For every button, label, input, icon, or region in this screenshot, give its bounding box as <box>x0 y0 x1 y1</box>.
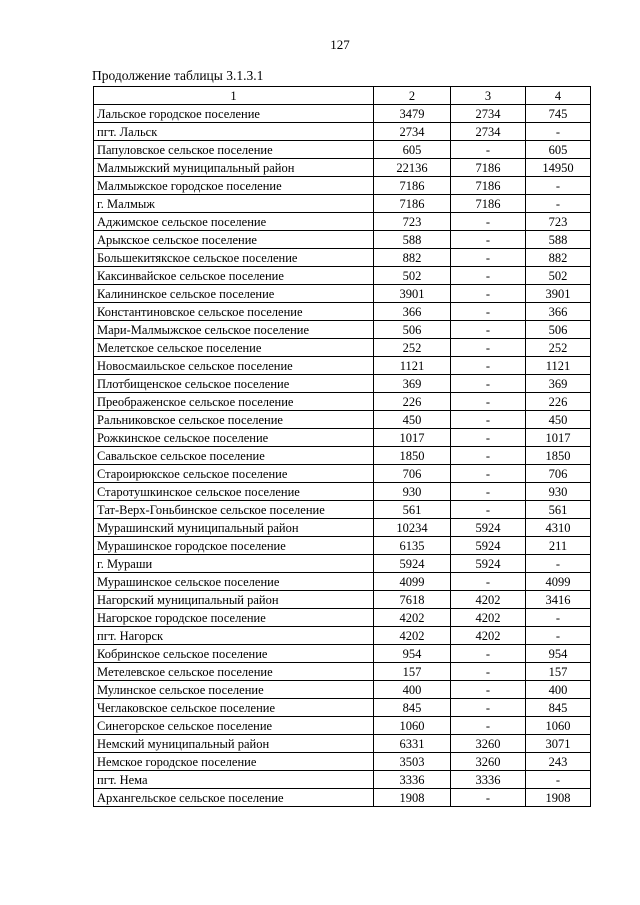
header-cell-2: 2 <box>374 87 451 105</box>
column-4-cell: 3071 <box>526 735 591 753</box>
column-4-cell: 723 <box>526 213 591 231</box>
column-4-cell: 1850 <box>526 447 591 465</box>
table-row <box>94 393 591 411</box>
column-3-cell: - <box>451 213 526 231</box>
header-cell-3: 3 <box>451 87 526 105</box>
column-4-cell: 588 <box>526 231 591 249</box>
table-row <box>94 267 591 285</box>
settlement-name-cell: Тат-Верх-Гоньбинское сельское поселение <box>94 501 374 519</box>
table-row <box>94 573 591 591</box>
table-row <box>94 105 591 123</box>
table-row <box>94 645 591 663</box>
column-3-cell: - <box>451 789 526 807</box>
column-3-cell: - <box>451 699 526 717</box>
column-3-cell: - <box>451 393 526 411</box>
population-table <box>93 86 591 807</box>
column-3-cell: - <box>451 429 526 447</box>
total-cell: 1850 <box>374 447 451 465</box>
total-cell: 605 <box>374 141 451 159</box>
settlement-name-cell: Чеглаковское сельское поселение <box>94 699 374 717</box>
table-row <box>94 411 591 429</box>
table-row <box>94 699 591 717</box>
column-3-cell: - <box>451 141 526 159</box>
settlement-name-cell: г. Мураши <box>94 555 374 573</box>
settlement-name-cell: Синегорское сельское поселение <box>94 717 374 735</box>
column-4-cell: 4099 <box>526 573 591 591</box>
column-3-cell: 5924 <box>451 537 526 555</box>
settlement-name-cell: Савальское сельское поселение <box>94 447 374 465</box>
column-4-cell: - <box>526 609 591 627</box>
total-cell: 5924 <box>374 555 451 573</box>
settlement-name-cell: пгт. Лальск <box>94 123 374 141</box>
column-3-cell: 5924 <box>451 555 526 573</box>
settlement-name-cell: Калининское сельское поселение <box>94 285 374 303</box>
total-cell: 3503 <box>374 753 451 771</box>
column-3-cell: - <box>451 645 526 663</box>
settlement-name-cell: Мулинское сельское поселение <box>94 681 374 699</box>
column-3-cell: - <box>451 681 526 699</box>
column-4-cell: 3416 <box>526 591 591 609</box>
column-4-cell: 745 <box>526 105 591 123</box>
table-header-row <box>94 87 591 105</box>
table-row <box>94 771 591 789</box>
column-3-cell: 5924 <box>451 519 526 537</box>
total-cell: 4202 <box>374 627 451 645</box>
settlement-name-cell: Новосмаильское сельское поселение <box>94 357 374 375</box>
table-row <box>94 213 591 231</box>
settlement-name-cell: Мурашинское городское поселение <box>94 537 374 555</box>
table-row <box>94 555 591 573</box>
column-4-cell: 502 <box>526 267 591 285</box>
table-row <box>94 321 591 339</box>
column-4-cell: - <box>526 195 591 213</box>
settlement-name-cell: Мурашинский муниципальный район <box>94 519 374 537</box>
total-cell: 366 <box>374 303 451 321</box>
column-4-cell: - <box>526 177 591 195</box>
settlement-name-cell: Арыкское сельское поселение <box>94 231 374 249</box>
total-cell: 1908 <box>374 789 451 807</box>
settlement-name-cell: Папуловское сельское поселение <box>94 141 374 159</box>
total-cell: 3479 <box>374 105 451 123</box>
column-3-cell: 2734 <box>451 105 526 123</box>
table-row <box>94 753 591 771</box>
column-4-cell: 211 <box>526 537 591 555</box>
column-4-cell: 706 <box>526 465 591 483</box>
column-3-cell: 7186 <box>451 177 526 195</box>
column-4-cell: 605 <box>526 141 591 159</box>
column-3-cell: - <box>451 483 526 501</box>
column-4-cell: 450 <box>526 411 591 429</box>
column-4-cell: 882 <box>526 249 591 267</box>
column-4-cell: - <box>526 771 591 789</box>
column-4-cell: - <box>526 123 591 141</box>
column-3-cell: - <box>451 663 526 681</box>
table-caption: Продолжение таблицы 3.1.3.1 <box>92 68 264 83</box>
page-number: 127 <box>330 37 350 52</box>
settlement-name-cell: Большекитякское сельское поселение <box>94 249 374 267</box>
settlement-name-cell: Преображенское сельское поселение <box>94 393 374 411</box>
table-row <box>94 177 591 195</box>
column-3-cell: - <box>451 465 526 483</box>
column-3-cell: 3260 <box>451 753 526 771</box>
column-4-cell: 561 <box>526 501 591 519</box>
column-3-cell: 4202 <box>451 609 526 627</box>
column-3-cell: - <box>451 447 526 465</box>
column-3-cell: - <box>451 411 526 429</box>
total-cell: 588 <box>374 231 451 249</box>
column-4-cell: - <box>526 555 591 573</box>
total-cell: 1060 <box>374 717 451 735</box>
column-4-cell: 1121 <box>526 357 591 375</box>
total-cell: 502 <box>374 267 451 285</box>
column-3-cell: 2734 <box>451 123 526 141</box>
column-3-cell: - <box>451 285 526 303</box>
settlement-name-cell: Плотбищенское сельское поселение <box>94 375 374 393</box>
column-3-cell: - <box>451 321 526 339</box>
total-cell: 1017 <box>374 429 451 447</box>
total-cell: 561 <box>374 501 451 519</box>
column-3-cell: - <box>451 339 526 357</box>
table-row <box>94 429 591 447</box>
table-row <box>94 231 591 249</box>
settlement-name-cell: Малмыжский муниципальный район <box>94 159 374 177</box>
table-row <box>94 465 591 483</box>
column-3-cell: 7186 <box>451 159 526 177</box>
column-3-cell: 3336 <box>451 771 526 789</box>
column-4-cell: 1908 <box>526 789 591 807</box>
column-3-cell: 3260 <box>451 735 526 753</box>
table-row <box>94 447 591 465</box>
total-cell: 930 <box>374 483 451 501</box>
total-cell: 3336 <box>374 771 451 789</box>
table-row <box>94 591 591 609</box>
column-4-cell: 157 <box>526 663 591 681</box>
total-cell: 954 <box>374 645 451 663</box>
total-cell: 706 <box>374 465 451 483</box>
total-cell: 157 <box>374 663 451 681</box>
total-cell: 7618 <box>374 591 451 609</box>
settlement-name-cell: пгт. Нагорск <box>94 627 374 645</box>
column-4-cell: - <box>526 627 591 645</box>
total-cell: 400 <box>374 681 451 699</box>
settlement-name-cell: Архангельское сельское поселение <box>94 789 374 807</box>
total-cell: 2734 <box>374 123 451 141</box>
column-4-cell: 954 <box>526 645 591 663</box>
settlement-name-cell: Немское городское поселение <box>94 753 374 771</box>
settlement-name-cell: Аджимское сельское поселение <box>94 213 374 231</box>
column-3-cell: - <box>451 717 526 735</box>
total-cell: 723 <box>374 213 451 231</box>
settlement-name-cell: Немский муниципальный район <box>94 735 374 753</box>
column-3-cell: - <box>451 231 526 249</box>
header-cell-4: 4 <box>526 87 591 105</box>
settlement-name-cell: Нагорское городское поселение <box>94 609 374 627</box>
total-cell: 4202 <box>374 609 451 627</box>
column-3-cell: - <box>451 573 526 591</box>
total-cell: 252 <box>374 339 451 357</box>
total-cell: 845 <box>374 699 451 717</box>
total-cell: 3901 <box>374 285 451 303</box>
table-row <box>94 159 591 177</box>
column-4-cell: 14950 <box>526 159 591 177</box>
total-cell: 7186 <box>374 177 451 195</box>
total-cell: 450 <box>374 411 451 429</box>
column-4-cell: 366 <box>526 303 591 321</box>
column-4-cell: 369 <box>526 375 591 393</box>
table-row <box>94 537 591 555</box>
settlement-name-cell: Рожкинское сельское поселение <box>94 429 374 447</box>
column-4-cell: 400 <box>526 681 591 699</box>
settlement-name-cell: пгт. Нема <box>94 771 374 789</box>
column-4-cell: 930 <box>526 483 591 501</box>
settlement-name-cell: Старотушкинское сельское поселение <box>94 483 374 501</box>
column-4-cell: 3901 <box>526 285 591 303</box>
settlement-name-cell: Мурашинское сельское поселение <box>94 573 374 591</box>
settlement-name-cell: Кобринское сельское поселение <box>94 645 374 663</box>
column-4-cell: 243 <box>526 753 591 771</box>
column-3-cell: 4202 <box>451 627 526 645</box>
settlement-name-cell: Нагорский муниципальный район <box>94 591 374 609</box>
table-row <box>94 519 591 537</box>
table-row <box>94 339 591 357</box>
table-row <box>94 375 591 393</box>
settlement-name-cell: Мелетское сельское поселение <box>94 339 374 357</box>
column-4-cell: 226 <box>526 393 591 411</box>
table-row <box>94 249 591 267</box>
table-row <box>94 627 591 645</box>
column-3-cell: - <box>451 375 526 393</box>
column-4-cell: 1017 <box>526 429 591 447</box>
total-cell: 6331 <box>374 735 451 753</box>
total-cell: 6135 <box>374 537 451 555</box>
total-cell: 4099 <box>374 573 451 591</box>
table-body <box>94 87 591 807</box>
settlement-name-cell: Лальское городское поселение <box>94 105 374 123</box>
column-3-cell: 7186 <box>451 195 526 213</box>
column-3-cell: 4202 <box>451 591 526 609</box>
table-row <box>94 735 591 753</box>
total-cell: 369 <box>374 375 451 393</box>
table-row <box>94 663 591 681</box>
table-row <box>94 681 591 699</box>
settlement-name-cell: Ральниковское сельское поселение <box>94 411 374 429</box>
total-cell: 1121 <box>374 357 451 375</box>
settlement-name-cell: г. Малмыж <box>94 195 374 213</box>
settlement-name-cell: Каксинвайское сельское поселение <box>94 267 374 285</box>
table-row <box>94 141 591 159</box>
settlement-name-cell: Малмыжское городское поселение <box>94 177 374 195</box>
table-row <box>94 501 591 519</box>
column-3-cell: - <box>451 357 526 375</box>
table-row <box>94 609 591 627</box>
table-row <box>94 789 591 807</box>
column-4-cell: 506 <box>526 321 591 339</box>
table-row <box>94 483 591 501</box>
total-cell: 506 <box>374 321 451 339</box>
total-cell: 10234 <box>374 519 451 537</box>
total-cell: 7186 <box>374 195 451 213</box>
settlement-name-cell: Константиновское сельское поселение <box>94 303 374 321</box>
column-4-cell: 4310 <box>526 519 591 537</box>
total-cell: 226 <box>374 393 451 411</box>
table-row <box>94 285 591 303</box>
column-4-cell: 1060 <box>526 717 591 735</box>
total-cell: 22136 <box>374 159 451 177</box>
total-cell: 882 <box>374 249 451 267</box>
column-3-cell: - <box>451 303 526 321</box>
column-4-cell: 845 <box>526 699 591 717</box>
table-row <box>94 123 591 141</box>
table-row <box>94 717 591 735</box>
header-cell-1: 1 <box>94 87 374 105</box>
column-3-cell: - <box>451 249 526 267</box>
table-row <box>94 357 591 375</box>
column-3-cell: - <box>451 267 526 285</box>
settlement-name-cell: Метелевское сельское поселение <box>94 663 374 681</box>
column-3-cell: - <box>451 501 526 519</box>
table-row <box>94 303 591 321</box>
settlement-name-cell: Мари-Малмыжское сельское поселение <box>94 321 374 339</box>
settlement-name-cell: Староирюкское сельское поселение <box>94 465 374 483</box>
column-4-cell: 252 <box>526 339 591 357</box>
table-row <box>94 195 591 213</box>
